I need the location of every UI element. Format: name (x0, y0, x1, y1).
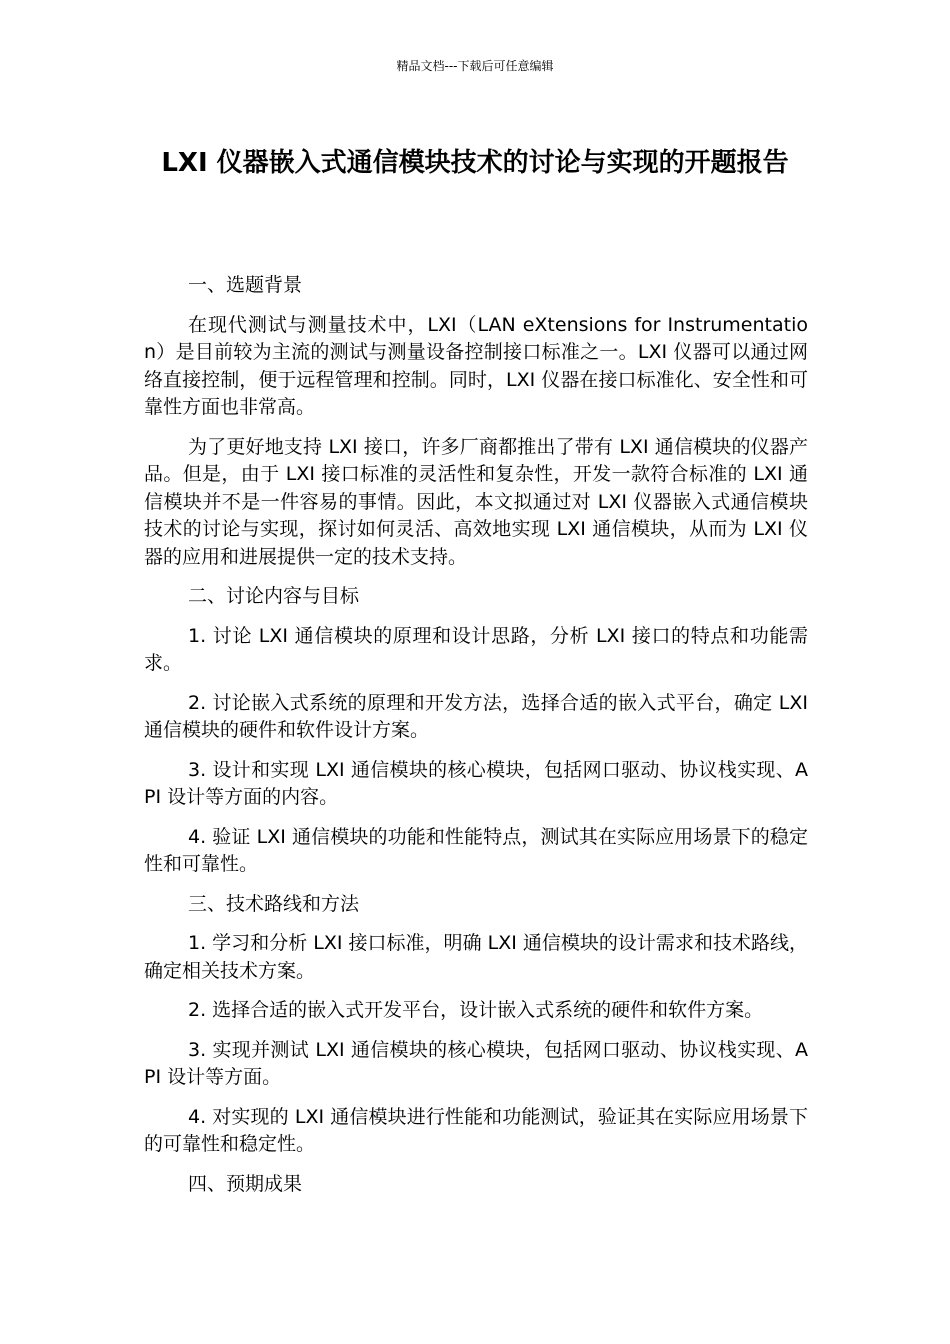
list-item: 3. 设计和实现 LXI 通信模块的核心模块，包括网口驱动、协议栈实现、API 设计等方面的内容。 (144, 758, 808, 808)
document-body (144, 272, 808, 1210)
list-item: 1. 学习和分析 LXI 接口标准，明确 LXI 通信模块的设计需求和技术路线，确定相关技术方案。 (144, 932, 808, 982)
document-title: LXI 仪器嵌入式通信模块技术的讨论与实现的开题报告 (161, 148, 789, 178)
section-heading-methods: 三、技术路线和方法 (188, 892, 360, 915)
paragraph: 为了更好地支持 LXI 接口，许多厂商都推出了带有 LXI 通信模块的仪器产品。但是，由于 LXI 接口标准的灵活性和复杂性，开发一款符合标准的 LXI 通信模块并不是一件容易的事情。因此，本文拟通过对 LXI 仪器嵌入式通信模块技术的讨论与实现，探讨如何灵活、高效地实现 LXI 通信模块，从而为 LXI 仪器的应用和进展提供一定的技术支持。 (144, 435, 808, 568)
list-item: 1. 讨论 LXI 通信模块的原理和设计思路，分析 LXI 接口的特点和功能需求。 (144, 624, 808, 674)
list-item: 4. 对实现的 LXI 通信模块进行性能和功能测试，验证其在实际应用场景下的可靠性和稳定性。 (144, 1105, 808, 1155)
paragraph: 在现代测试与测量技术中，LXI（LAN eXtensions for Instrumentation）是目前较为主流的测试与测量设备控制接口标准之一。LXI 仪器可以通过网络直接控制，便于远程管理和控制。同时，LXI 仪器在接口标准化、安全性和可靠性方面也非常高。 (144, 313, 808, 418)
list-item: 2. 选择合适的嵌入式开发平台，设计嵌入式系统的硬件和软件方案。 (188, 999, 764, 1021)
section-heading-background: 一、选题背景 (188, 274, 303, 296)
header-note: 精品文档---下载后可任意编辑 (396, 59, 554, 73)
section-heading-content-goals: 二、讨论内容与目标 (188, 585, 360, 607)
list-item: 4. 验证 LXI 通信模块的功能和性能特点，测试其在实际应用场景下的稳定性和可靠性。 (144, 825, 808, 875)
list-item: 3. 实现并测试 LXI 通信模块的核心模块，包括网口驱动、协议栈实现、API 设计等方面。 (144, 1038, 808, 1088)
section-heading-expected-results: 四、预期成果 (188, 1172, 303, 1195)
list-item: 2. 讨论嵌入式系统的原理和开发方法，选择合适的嵌入式平台，确定 LXI 通信模块的硬件和软件设计方案。 (144, 691, 808, 741)
